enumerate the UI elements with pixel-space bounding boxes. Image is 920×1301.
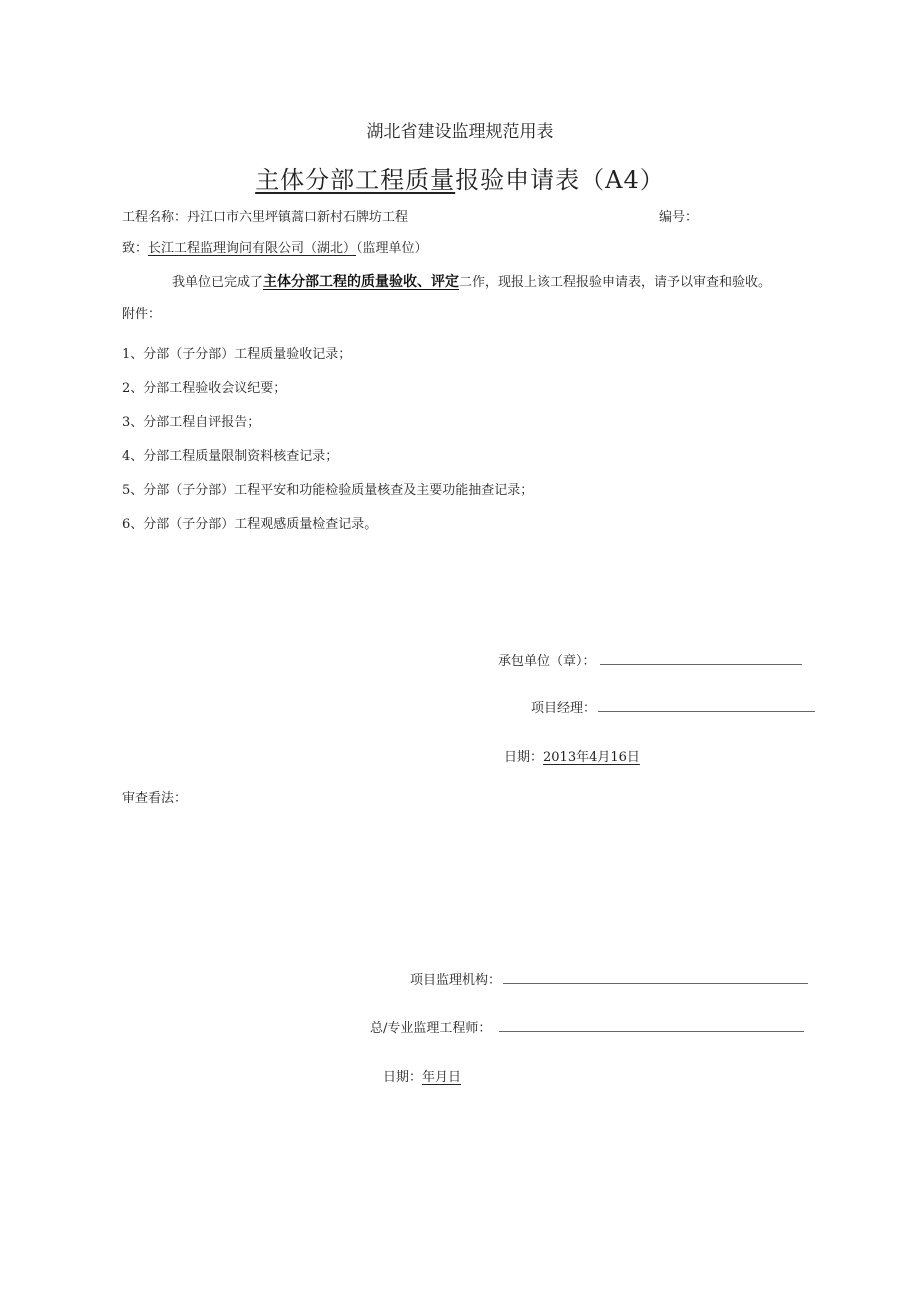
supervising-engineer-row [370,1017,804,1036]
supervision-org-label: 项目监理机构： [410,973,502,988]
review-date-label: 日期： [383,1070,423,1085]
project-manager-line [598,699,815,712]
supervision-org-line [503,971,808,984]
contractor-date-label: 日期： [504,750,544,765]
project-name-value: 丹江口市六里坪镇蒿口新村石牌坊工程 [187,210,409,225]
contractor-date-row [504,746,640,765]
supervision-org-row [410,969,808,988]
attachment-item: 6、分部（子分部）工程观感质量检查记录。 [122,517,378,532]
attachment-item: 4、分部工程质量限制资料核查记录； [122,449,339,464]
review-date-value: 年月日 [422,1070,462,1085]
project-manager-label: 项目经理： [531,701,597,716]
contractor-unit-line [600,652,802,665]
recipient-prefix: 致： [122,241,149,256]
attachment-item: 1、分部（子分部）工程质量验收记录； [122,347,352,362]
attachment-item: 5、分部（子分部）工程平安和功能检验质量核查及主要功能抽查记录； [122,483,534,498]
recipient-row [122,237,428,256]
supervising-engineer-label: 总/专业监理工程师： [370,1021,492,1036]
statement-pre: 我单位已完成了 [172,275,264,290]
supervising-engineer-line [499,1019,804,1032]
form-title-rest: 报验申请表（A4） [455,166,665,194]
review-label: 审查看法： [122,791,188,806]
contractor-date-value: 2013年4月16日 [543,750,640,765]
form-supertitle: 湖北省建设监理规范用表 [366,122,554,142]
attachment-item: 2、分部工程验收会议纪要； [122,381,287,396]
project-manager-row [531,697,815,716]
contractor-unit-label: 承包单位（章）： [498,654,596,669]
statement-row [172,271,771,291]
project-name-label: 工程名称： [122,210,188,225]
recipient-org: 长江工程监理询问有限公司（湖北） [148,241,357,256]
attachment-item: 3、分部工程自评报告； [122,415,261,430]
recipient-suffix: （监理单位） [356,241,428,256]
form-title [0,160,920,195]
attachments-label: 附件： [122,307,162,322]
statement-work: 主体分部工程的质量验收、评定 [263,274,460,290]
review-date-row [383,1066,461,1085]
contractor-unit-row [498,650,802,669]
form-title-main: 主体分部工程质量 [255,166,456,194]
statement-post: 二作，现报上该工程报验申请表，请予以审查和验收。 [459,275,772,290]
project-name-row [122,206,408,225]
project-number-label: 编号： [659,210,699,225]
